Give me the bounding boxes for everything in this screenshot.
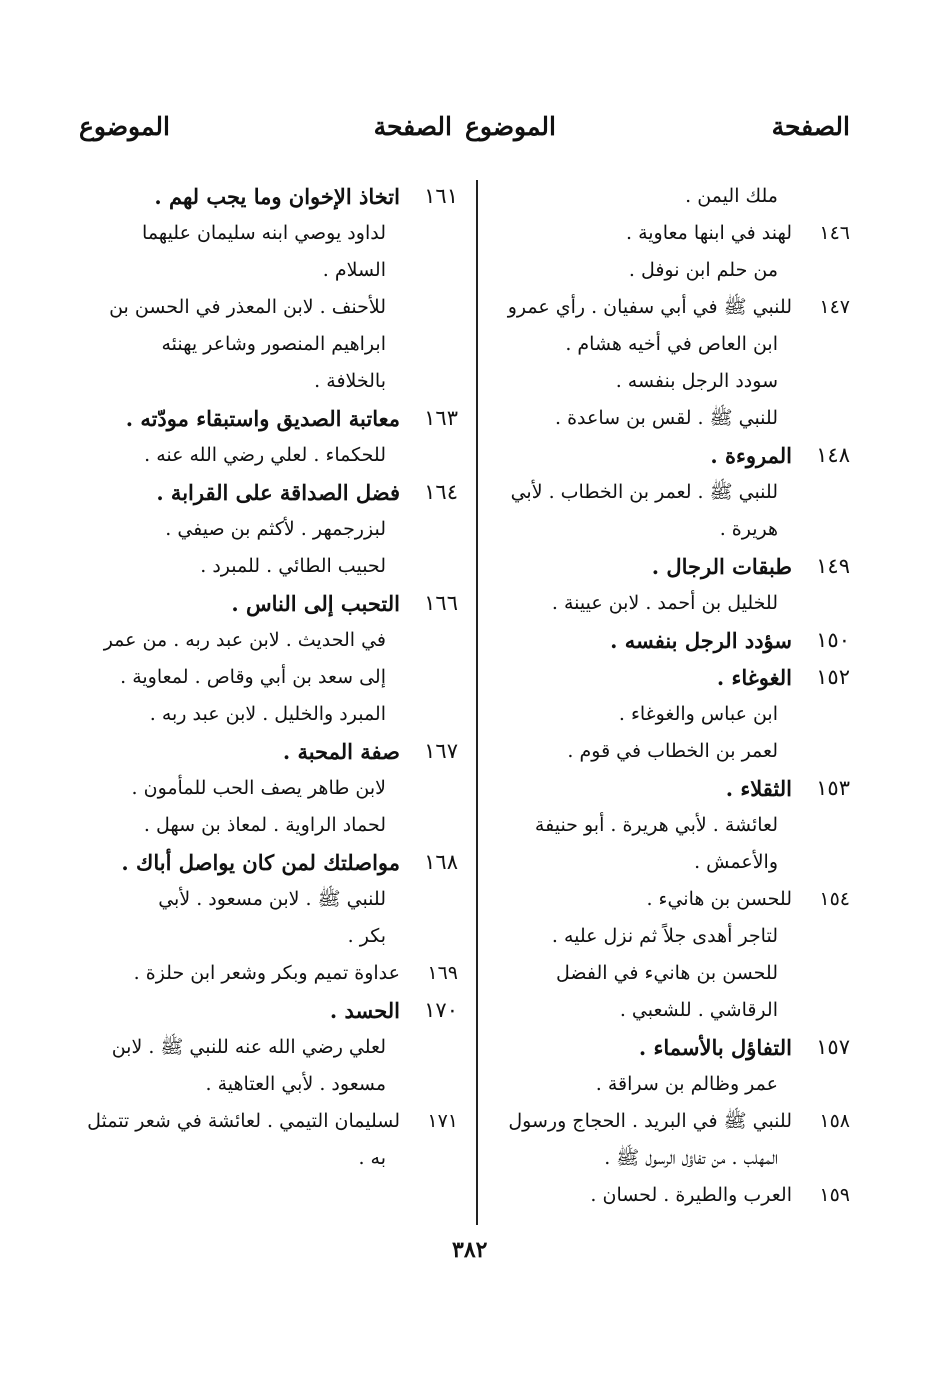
entry-page-number: ١٤٧: [819, 296, 850, 318]
index-entry: [490, 622, 850, 659]
index-entry: [90, 770, 458, 807]
entry-text: معاتبة الصديق واستبقاء مودّته .: [125, 406, 400, 431]
entry-text: لحماد الراوية . لمعاذ بن سهل .: [143, 814, 386, 836]
entry-text: سؤدد الرجل بنفسه .: [610, 628, 792, 653]
entry-text: مسعود . لأبي العتاهية .: [205, 1073, 386, 1095]
index-entry: [90, 400, 458, 437]
index-entry: [490, 1066, 850, 1103]
entry-text: العرب والطيرة . لحسان .: [590, 1184, 792, 1206]
index-entry: [90, 918, 458, 955]
entry-text: الغوغاء .: [716, 665, 792, 690]
entry-text: لعمر بن الخطاب في قوم .: [567, 740, 778, 762]
entry-text: لعلي رضي الله عنه للنبي ﷺ . لابن: [111, 1036, 386, 1058]
entry-text: ابن عباس والغوغاء .: [618, 703, 778, 725]
entry-page-number: ١٤٦: [819, 222, 850, 244]
index-entry: [90, 585, 458, 622]
index-entry: [90, 1140, 458, 1177]
index-entry: [490, 659, 850, 696]
index-entry: [90, 881, 458, 918]
index-entry: [490, 215, 850, 252]
index-entry: [90, 363, 458, 400]
entry-text: إلى سعد بن أبي وقاص . لمعاوية .: [120, 666, 386, 688]
entry-page-number: ١٧١: [427, 1110, 458, 1132]
index-entry: [90, 1066, 458, 1103]
index-entry: [490, 696, 850, 733]
entry-text: لحبيب الطائي . للمبرد .: [200, 555, 386, 577]
entry-text: المهلب . من تفاؤل الرسول ﷺ .: [604, 1147, 778, 1169]
entry-text: للنبي ﷺ في البريد . الحجاج ورسول: [508, 1110, 792, 1132]
index-entry: [90, 474, 458, 511]
entry-text: صفة المحبة .: [282, 739, 400, 764]
entry-text: الثقلاء .: [725, 776, 792, 801]
entry-page-number: ١٦١: [424, 184, 458, 208]
entry-text: عداوة تميم وبكر وشعر ابن حلزة .: [133, 962, 400, 984]
entry-text: ملك اليمن .: [685, 185, 778, 207]
index-entry: [490, 992, 850, 1029]
entry-page-number: ١٦٤: [424, 480, 458, 504]
index-entry: [490, 1140, 850, 1177]
entry-text: به .: [358, 1147, 386, 1169]
index-entry: [490, 1103, 850, 1140]
index-entry: [90, 844, 458, 881]
index-entry: [90, 659, 458, 696]
entry-text: الرقاشي . للشعبي .: [619, 999, 778, 1021]
index-entry: [90, 326, 458, 363]
entry-page-number: ١٦٨: [424, 850, 458, 874]
entry-text: التحبب إلى الناس .: [231, 591, 400, 616]
entry-page-number: ١٤٩: [816, 554, 850, 578]
index-entry: [90, 807, 458, 844]
entry-text: الحسد .: [329, 998, 400, 1023]
header-right-page: الصفحة: [771, 112, 850, 141]
entry-text: والأعمش .: [694, 851, 778, 873]
index-entry: [90, 178, 458, 215]
entry-text: لتاجر أهدى جلاً ثم نزل عليه .: [551, 925, 778, 947]
entry-text: طبقات الرجال .: [651, 554, 792, 579]
entry-text: في الحديث . لابن عبد ربه . من عمر: [103, 629, 386, 651]
entry-text: لداود يوصي ابنه سليمان عليهما: [142, 222, 386, 244]
entry-page-number: ١٦٩: [427, 962, 458, 984]
entry-page-number: ١٦٣: [424, 406, 458, 430]
header-right-topic: الموضوع: [465, 112, 556, 141]
entry-text: للخليل بن أحمد . لابن عيينة .: [551, 592, 778, 614]
entry-text: لهند في ابنها معاوية .: [626, 222, 792, 244]
entry-text: للأحنف . لابن المعذر في الحسن بن: [109, 296, 386, 318]
page-number: ٣٨٢: [452, 1237, 488, 1263]
entry-text: المبرد والخليل . لابن عبد ربه .: [149, 703, 386, 725]
right-column: [490, 178, 850, 1214]
index-entry: [490, 400, 850, 437]
entry-text: للحسن بن هانيء .: [646, 888, 792, 910]
index-entry: [490, 437, 850, 474]
entry-text: من حلم ابن نوفل .: [628, 259, 778, 281]
index-entry: [490, 1177, 850, 1214]
entry-page-number: ١٥٢: [816, 665, 850, 689]
index-entry: [490, 178, 850, 215]
index-entry: [90, 1029, 458, 1066]
index-entry: [490, 548, 850, 585]
entry-text: عمر وظالم بن سراقة .: [595, 1073, 778, 1095]
index-entry: [490, 881, 850, 918]
entry-page-number: ١٥٩: [819, 1184, 850, 1206]
entry-text: لبزرجمهر . لأكثم بن صيفي .: [165, 518, 386, 540]
index-entry: [490, 733, 850, 770]
entry-text: مواصلتك لمن كان يواصل أباك .: [121, 850, 400, 875]
entry-text: هريرة .: [719, 518, 778, 540]
entry-text: بكر .: [347, 925, 386, 947]
index-entry: [90, 622, 458, 659]
index-entry: [90, 511, 458, 548]
entry-text: التفاؤل بالأسماء .: [638, 1035, 792, 1060]
entry-page-number: ١٥٤: [819, 888, 850, 910]
index-entry: [87, 1103, 458, 1140]
index-entry: [490, 770, 850, 807]
index-entry: [90, 215, 458, 252]
index-entry: [490, 474, 850, 511]
index-entry: [490, 511, 850, 548]
index-entry: [90, 289, 458, 326]
index-entry: [90, 252, 458, 289]
entry-text: ابراهيم المنصور وشاعر يهنئه: [161, 333, 386, 355]
entry-text: سودد الرجل بنفسه .: [615, 370, 778, 392]
entry-text: لابن طاهر يصف الحب للمأمون .: [131, 777, 386, 799]
entry-page-number: ١٥٨: [819, 1110, 850, 1132]
index-entry: [490, 955, 850, 992]
index-entry: [490, 807, 850, 844]
index-entry: [490, 252, 850, 289]
entry-page-number: ١٥٧: [816, 1035, 850, 1059]
entry-page-number: ١٧٠: [424, 998, 458, 1022]
index-entry: [90, 955, 458, 992]
entry-page-number: ١٦٦: [424, 591, 458, 615]
entry-page-number: ١٤٨: [816, 443, 850, 467]
entry-text: للنبي ﷺ . لابن مسعود . لأبي: [158, 888, 386, 910]
index-entry: [90, 992, 458, 1029]
column-divider: [476, 180, 478, 1225]
header-left-topic: الموضوع: [79, 112, 170, 141]
index-entry: [490, 363, 850, 400]
entry-text: المروءة .: [710, 443, 792, 468]
entry-text: للنبي ﷺ . لقس بن ساعدة .: [555, 407, 778, 429]
entry-text: للحكماء . لعلي رضي الله عنه .: [144, 444, 386, 466]
index-entry: [490, 1029, 850, 1066]
index-entry: [490, 918, 850, 955]
entry-text: للنبي ﷺ . لعمر بن الخطاب . لأبي: [510, 481, 778, 503]
entry-text: اتخاذ الإخوان وما يجب لهم .: [154, 184, 400, 209]
index-entry: [90, 696, 458, 733]
index-entry: [90, 733, 458, 770]
index-entry: [490, 326, 850, 363]
entry-text: للحسن بن هانيء في الفضل: [556, 962, 778, 984]
index-entry: [490, 844, 850, 881]
entry-text: للنبي ﷺ في أبي سفيان . رأي عمرو: [507, 296, 792, 318]
entry-text: فضل الصداقة على القرابة .: [156, 480, 400, 505]
entry-page-number: ١٥٣: [816, 776, 850, 800]
entry-text: ابن العاص في أخيه هشام .: [565, 333, 778, 355]
left-column: [87, 178, 458, 1177]
entry-text: لسليمان التيمي . لعائشة في شعر تتمثل: [87, 1110, 400, 1132]
index-entry: [90, 548, 458, 585]
entry-page-number: ١٥٠: [816, 628, 850, 652]
entry-text: بالخلافة .: [314, 370, 386, 392]
entry-page-number: ١٦٧: [424, 739, 458, 763]
index-entry: [90, 437, 458, 474]
header-left-page: الصفحة: [373, 112, 452, 141]
entry-text: لعائشة . لأبي هريرة . أبو حنيفة: [534, 814, 778, 836]
index-entry: [490, 289, 850, 326]
entry-text: السلام .: [322, 259, 386, 281]
index-entry: [490, 585, 850, 622]
